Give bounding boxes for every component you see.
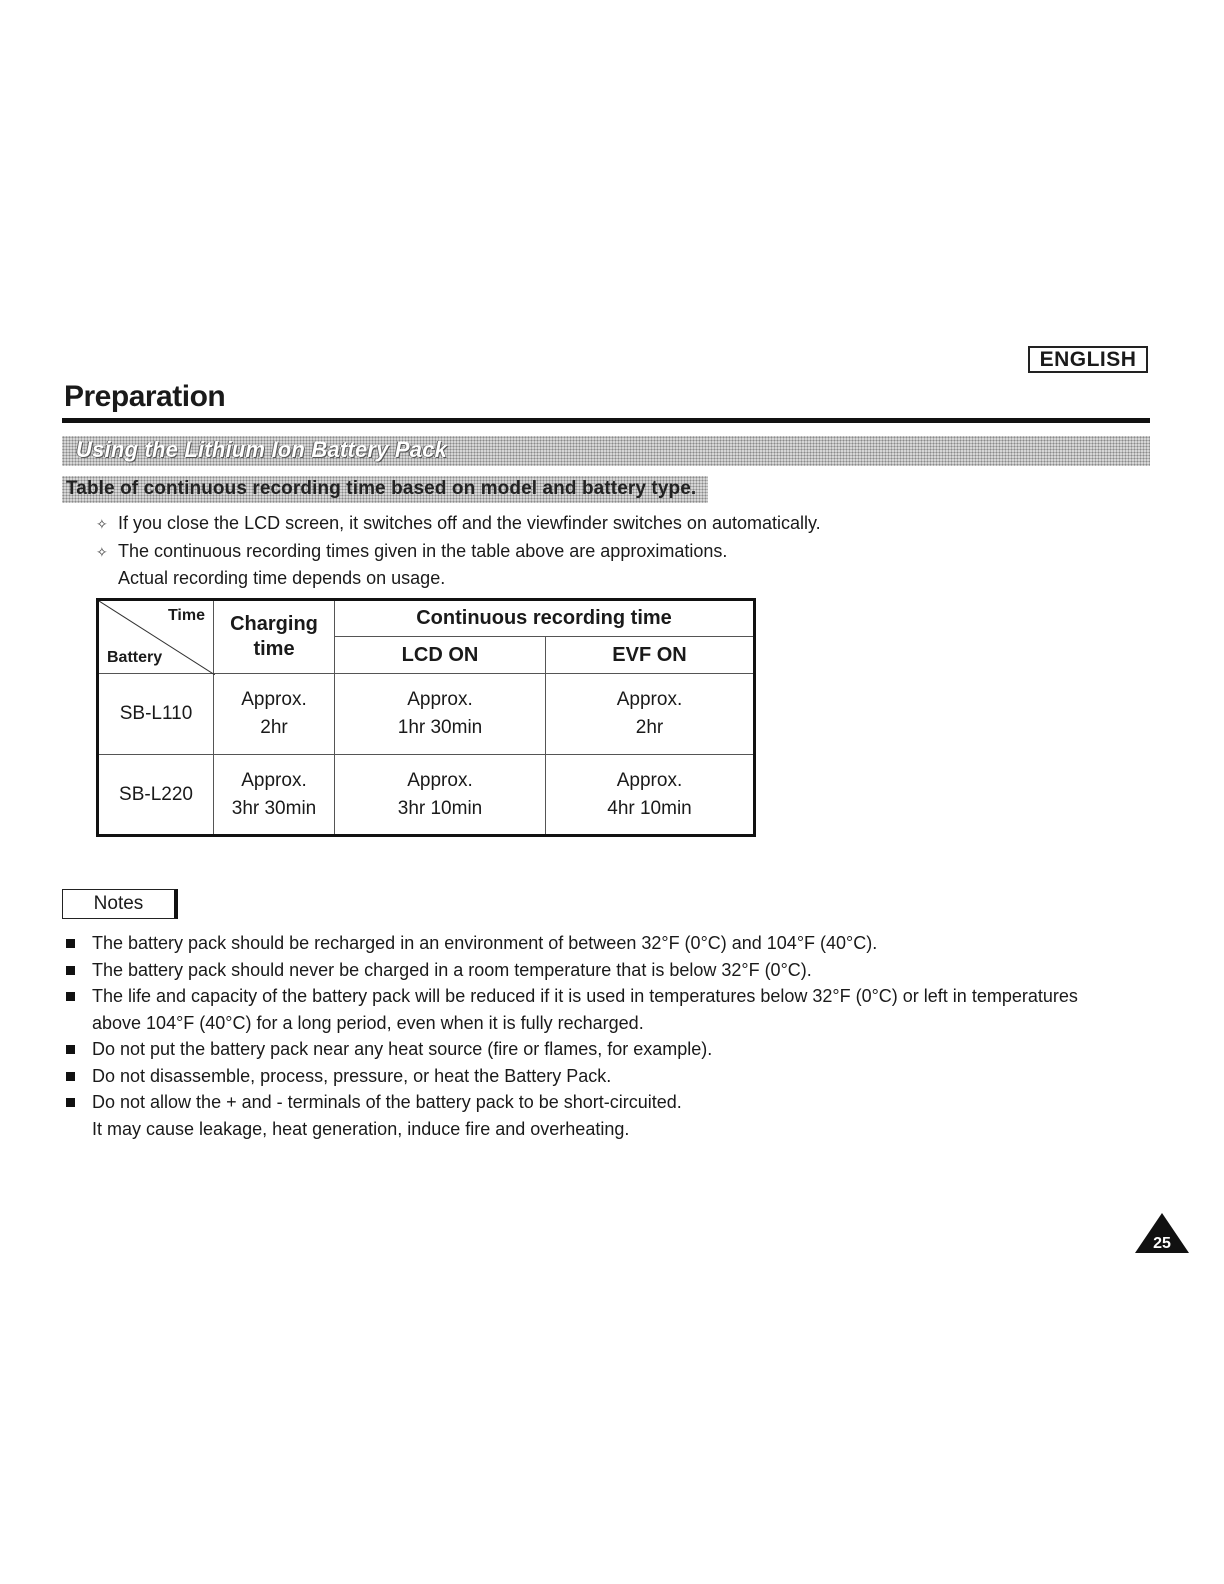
diamond-bullet-icon: ✧ — [96, 516, 108, 532]
note-item — [66, 1063, 1156, 1090]
note-item — [66, 983, 1156, 1010]
note-text: Do not put the battery pack near any heat source (fire or flames, for example). — [92, 1039, 713, 1059]
square-bullet-icon — [66, 1089, 92, 1116]
charging-header-line1: Charging — [230, 613, 318, 635]
charging-header-line2: time — [253, 638, 295, 660]
cell-line: 1hr 30min — [397, 717, 483, 738]
battery-cell: SB-L220 — [98, 755, 214, 836]
table-caption: Table of continuous recording time based on model and battery type. — [66, 478, 697, 499]
bullet-item — [96, 510, 996, 538]
cell-line: 3hr 30min — [231, 797, 317, 819]
charging-cell — [214, 755, 335, 836]
square-bullet-icon — [66, 1036, 92, 1063]
note-item — [66, 930, 1156, 957]
cell-line: Approx. — [407, 769, 473, 791]
note-item — [66, 957, 1156, 984]
recording-time-table — [96, 598, 756, 837]
bullet-text: If you close the LCD screen, it switches off and the viewfinder switches on automatically. — [118, 513, 821, 533]
note-text: Do not allow the + and - terminals of the battery pack to be short-circuited. — [92, 1092, 682, 1112]
continuous-header: Continuous recording time — [335, 600, 755, 637]
page-number: 25 — [1153, 1235, 1171, 1252]
cell-line: Approx. — [241, 689, 307, 710]
cell-line: 3hr 10min — [397, 797, 483, 819]
cell-line: Approx. — [616, 769, 683, 791]
square-bullet-icon — [66, 930, 92, 957]
title-divider — [62, 418, 1150, 423]
cell-line: Approx. — [241, 769, 307, 791]
corner-header-cell — [98, 600, 214, 674]
language-badge: ENGLISH — [1028, 346, 1148, 373]
square-bullet-icon — [66, 983, 92, 1010]
bullet-text: The continuous recording times given in the table above are approximations. — [118, 540, 728, 561]
corner-time-label: Time — [167, 607, 205, 624]
evf-cell — [546, 755, 755, 836]
note-item — [66, 1089, 1156, 1116]
square-bullet-icon — [66, 957, 92, 984]
page-title: Preparation — [64, 380, 226, 413]
charging-header — [214, 600, 335, 674]
cell-line: 4hr 10min — [607, 797, 692, 819]
diamond-bullet-icon: ✧ — [96, 543, 108, 560]
cell-line: Approx. — [407, 689, 473, 710]
note-text: The life and capacity of the battery pack will be reduced if it is used in temperatures below 32°F (0°C) or left in temperatures — [92, 986, 1078, 1006]
lcd-cell — [335, 674, 546, 755]
cell-line: 2hr — [260, 717, 288, 738]
lcd-cell — [335, 755, 546, 836]
section-heading: Using the Lithium Ion Battery Pack — [76, 437, 448, 462]
table-row — [98, 755, 755, 836]
bullet-item — [96, 538, 996, 566]
bullet-list — [96, 510, 996, 592]
cell-line: Approx. — [616, 689, 683, 710]
cell-line: 2hr — [635, 717, 664, 738]
page-number-badge — [1134, 1212, 1190, 1254]
bullet-continuation: Actual recording time depends on usage. — [118, 568, 446, 588]
evf-header: EVF ON — [546, 637, 755, 674]
note-text: The battery pack should be recharged in an environment of between 32°F (0°C) and 104°F (40°C). — [92, 933, 878, 953]
note-continuation: above 104°F (40°C) for a long period, even when it is fully recharged. — [92, 1012, 644, 1033]
table-row — [98, 674, 755, 755]
square-bullet-icon — [66, 1063, 92, 1090]
evf-cell — [546, 674, 755, 755]
note-text: Do not disassemble, process, pressure, or heat the Battery Pack. — [92, 1065, 612, 1086]
charging-cell — [214, 674, 335, 755]
battery-cell: SB-L110 — [98, 674, 214, 755]
corner-battery-label: Battery — [107, 649, 163, 666]
notes-list — [66, 930, 1156, 1142]
lcd-header: LCD ON — [335, 637, 546, 674]
note-continuation: It may cause leakage, heat generation, induce fire and overheating. — [92, 1118, 630, 1139]
note-text: The battery pack should never be charged in a room temperature that is below 32°F (0°C). — [92, 959, 812, 980]
notes-label: Notes — [62, 889, 178, 919]
note-item — [66, 1036, 1156, 1063]
